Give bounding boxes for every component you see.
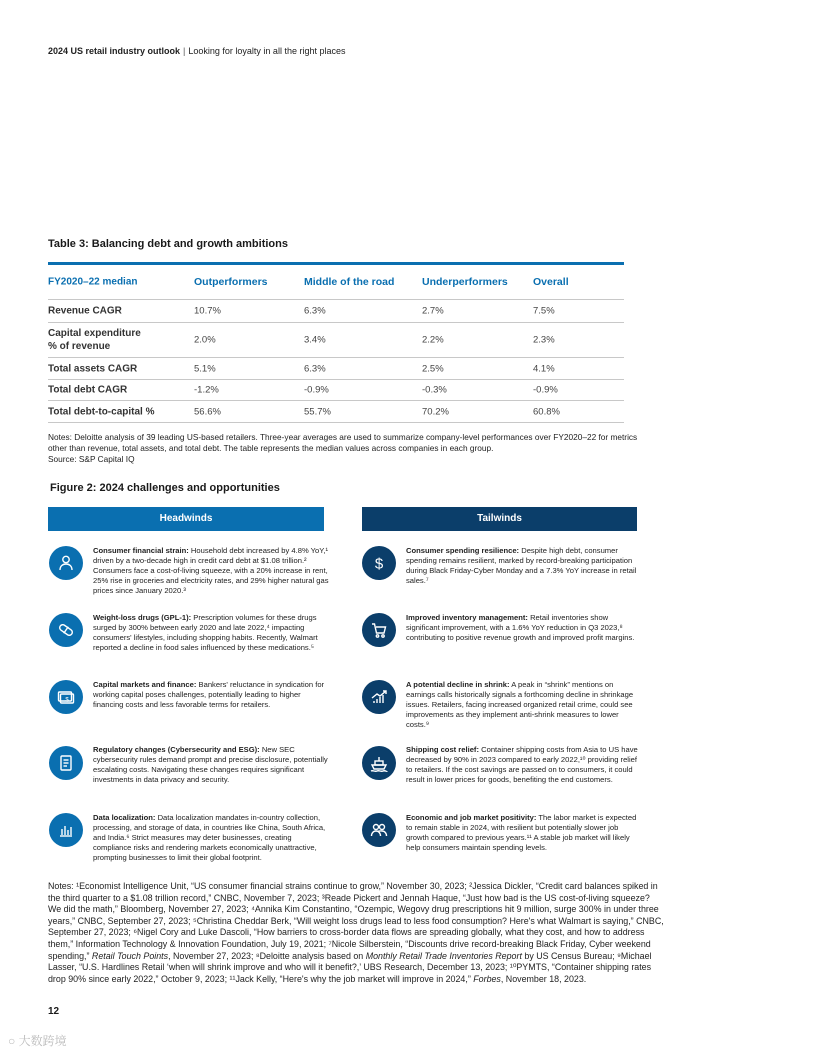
headwinds-header: Headwinds — [48, 507, 324, 531]
table-cell: -1.2% — [194, 384, 219, 396]
table-cell: 2.3% — [533, 334, 555, 346]
row-label — [48, 327, 141, 353]
tailwind-item — [406, 745, 642, 785]
item-title: Shipping cost relief: — [406, 745, 479, 754]
figure-title: Figure 2: 2024 challenges and opportunities — [50, 482, 280, 494]
table-notes — [48, 432, 648, 465]
table-cell: 70.2% — [422, 406, 449, 417]
table-row — [48, 380, 624, 401]
column-header: FY2020–22 median — [48, 276, 138, 288]
table-cell: 6.3% — [304, 363, 326, 374]
row-label: Revenue CAGR — [48, 305, 122, 317]
item-text: A peak in “shrink” mentions on earnings calls historically signals a forthcoming decline in shrinkage issues. Retailers, facing increased organized retail crime, could see improvements as they implement anti-shrink measures to lower costs.⁹ — [406, 680, 634, 729]
table-cell: 3.4% — [304, 334, 326, 346]
footnotes — [48, 881, 664, 985]
table-cell: 60.8% — [533, 406, 560, 417]
item-text: The labor market is expected to remain stable in 2024, with resilient but potentially slower job growth compared to previous years.¹¹ A stable job market will likely help consumers maintain spending levels. — [406, 813, 637, 852]
item-title: Economic and job market positivity: — [406, 813, 537, 822]
item-text: Bankers' reluctance in syndication for working capital poses challenges, potentially leading to higher financing costs and less favorable terms for retailers. — [93, 680, 325, 709]
item-title: Capital markets and finance: — [93, 680, 197, 689]
table-notes-text: Notes: Deloitte analysis of 39 leading US-based retailers. Three-year averages are used to summarize company-level performances over FY2020–22 for metrics other than revenue, total assets, and total debt. The table represents the median values across companies in each group. — [48, 432, 638, 453]
running-header — [48, 46, 345, 56]
column-header: Outperformers — [194, 276, 268, 288]
svg-text:$: $ — [374, 555, 384, 573]
bar-chart-icon — [49, 813, 83, 847]
headwind-item — [93, 745, 329, 785]
table-cell: 4.1% — [533, 363, 555, 374]
table-cell: 6.3% — [304, 305, 326, 317]
dollar-icon — [362, 546, 396, 580]
table-cell: -0.9% — [533, 384, 558, 396]
report-subtitle: Looking for loyalty in all the right places — [188, 46, 346, 56]
people-icon — [362, 813, 396, 847]
tailwind-item — [406, 613, 642, 643]
table-cell: 7.5% — [533, 305, 555, 317]
column-header: Underperformers — [422, 276, 508, 288]
row-label-line: Capital expenditure — [48, 328, 141, 339]
item-title: Consumer spending resilience: — [406, 546, 520, 555]
table-row — [48, 323, 624, 358]
table-row — [48, 358, 624, 380]
cart-icon — [362, 613, 396, 647]
document-icon — [49, 746, 83, 780]
table-source: Source: S&P Capital IQ — [48, 454, 135, 464]
item-title: Data localization: — [93, 813, 156, 822]
table-cell: 55.7% — [304, 406, 331, 417]
item-text: Data localization mandates in-country collection, processing, and storage of data, in countries like China, South Africa, and India.⁶ Strict measures may deter businesses, creating compliance risks and rendering markets economically unattractive, prompting businesses to limit their global footprint. — [93, 813, 326, 862]
footnote-text: Notes: ¹Economist Intelligence Unit, “US consumer financial strains continue to grow,” November 30, 2023; ²Jessica Dickler, “Credit card balances spiked in the third quarter to a $1.08 trillion record,” CNBC, November 7, 2023; ³Reade Pickert and Jennah Haque, “Just how bad is the US cost-of-living squeeze? We did the math,” Bloomberg, November 27, 2023; ⁴Annika Kim Constantino, “Ozempic, Wegovy drug prescriptions hit 9 million, surge 300% in under three years,” CNBC, September 27, 2023; ⁵Christina Cheddar Berk, “Will weight loss drugs lead to less food consumption? Here's what Walmart is saying,” CNBC, September 27, 2023; ⁶Nigel Cory and Luke Dascoli, “How barriers to cross-border data flows are spreading globally, what they cost, and how to address them,” Information Technology & Innovation Foundation, July 19, 2021; ⁷Nicole Silberstein, “Discounts drive record-breaking Black Friday, Cyber weekend spending,” — [48, 881, 664, 961]
table-cell: -0.9% — [304, 384, 329, 396]
footnote-text: , November 18, 2023. — [500, 973, 587, 984]
headwind-item — [93, 813, 329, 863]
table-row — [48, 300, 624, 323]
footnote-italic: Monthly Retail Trade Inventories Report — [365, 950, 522, 961]
footnote-text: by US Census Bureau; ⁹Michael Lasser, “U.S. Hardlines Retail ‘when will shrink improve and who will it benefit?,’ UBS Research, December 13, 2023; ¹⁰PYMTS, “Container shipping rates drop 90% since early 2022,” October 9, 2023; ¹¹Jack Kelly, “Here's why the job market will improve in 2024,” — [48, 950, 652, 984]
watermark-logo-icon: ○ — [8, 1034, 16, 1048]
report-title: 2024 US retail industry outlook — [48, 46, 181, 56]
table-header-row — [48, 265, 624, 300]
item-title: Consumer financial strain: — [93, 546, 189, 555]
item-text: Prescription volumes for these drugs surged by 300% between early 2020 and late 2022,⁴ impacting consumers' lifestyles, including shopping habits. Recently, Walmart reported a decline in food sales influenced by these medications.⁵ — [93, 613, 318, 652]
tailwinds-header: Tailwinds — [362, 507, 637, 531]
row-label-line: % of revenue — [48, 341, 111, 352]
table-cell: 56.6% — [194, 406, 221, 417]
row-label: Total assets CAGR — [48, 363, 138, 374]
growth-chart-icon — [362, 680, 396, 714]
tailwind-item — [406, 680, 642, 730]
item-text: Household debt increased by 4.8% YoY,¹ driven by a two-decade high in credit card debt at $1.08 trillion.² Consumers face a cost-of-living squeeze, with a 20% increase in rent, 25% rise in groceries and electricity rates, and 29% higher natural gas prices since January 2020.³ — [93, 546, 329, 595]
item-text: New SEC cybersecurity rules demand prompt and precise disclosure, potentially escalating costs. Navigating these changes requires significant investments in data privacy and security. — [93, 745, 328, 784]
ship-icon — [362, 746, 396, 780]
headwind-item — [93, 680, 329, 710]
item-title: Regulatory changes (Cybersecurity and ESG): — [93, 745, 260, 754]
table-cell: -0.3% — [422, 384, 447, 396]
watermark — [8, 1032, 67, 1049]
table-cell: 2.0% — [194, 334, 216, 346]
table-cell: 5.1% — [194, 363, 216, 374]
item-text: Container shipping costs from Asia to US have decreased by 90% in 2023 compared to early 2022,¹⁰ providing relief to retailers. If the cost savings are passed on to consumers, it could result in lower prices for goods, benefiting the end customers. — [406, 745, 638, 784]
table-cell: 2.2% — [422, 334, 444, 346]
table-title: Table 3: Balancing debt and growth ambitions — [48, 238, 288, 250]
column-header: Overall — [533, 276, 569, 288]
pill-icon — [49, 613, 83, 647]
item-text: Retail inventories show significant improvement, with a 1.6% YoY reduction in Q3 2023,⁸ contributing to positive revenue growth and improved profit margins. — [406, 613, 635, 642]
footnote-text: , November 27, 2023; ⁸Deloitte analysis based on — [168, 950, 366, 961]
watermark-text: 大数跨境 — [18, 1034, 67, 1048]
item-title: Weight-loss drugs (GPL-1): — [93, 613, 192, 622]
person-icon — [49, 546, 83, 580]
headwind-item — [93, 546, 329, 596]
money-icon — [49, 680, 83, 714]
item-title: Improved inventory management: — [406, 613, 528, 622]
table-cell: 2.7% — [422, 305, 444, 317]
item-title: A potential decline in shrink: — [406, 680, 510, 689]
tailwind-item — [406, 546, 642, 586]
debt-growth-table — [48, 262, 624, 417]
page-number: 12 — [48, 1006, 60, 1017]
item-text: Despite high debt, consumer spending remains resilient, marked by record-breaking participation during Black Friday-Cyber Monday and a 7.3% YoY increase in retail sales.⁷ — [406, 546, 637, 585]
table-cell: 10.7% — [194, 305, 221, 317]
footnote-italic: Forbes — [473, 973, 501, 984]
column-header: Middle of the road — [304, 276, 395, 288]
row-label: Total debt-to-capital % — [48, 406, 155, 417]
table-row — [48, 401, 624, 423]
row-label: Total debt CAGR — [48, 384, 128, 396]
footnote-italic: Retail Touch Points — [91, 950, 169, 961]
svg-text:$: $ — [65, 697, 69, 704]
header-separator: | — [183, 46, 186, 56]
tailwind-item — [406, 813, 642, 853]
table-cell: 2.5% — [422, 363, 444, 374]
headwind-item — [93, 613, 329, 653]
